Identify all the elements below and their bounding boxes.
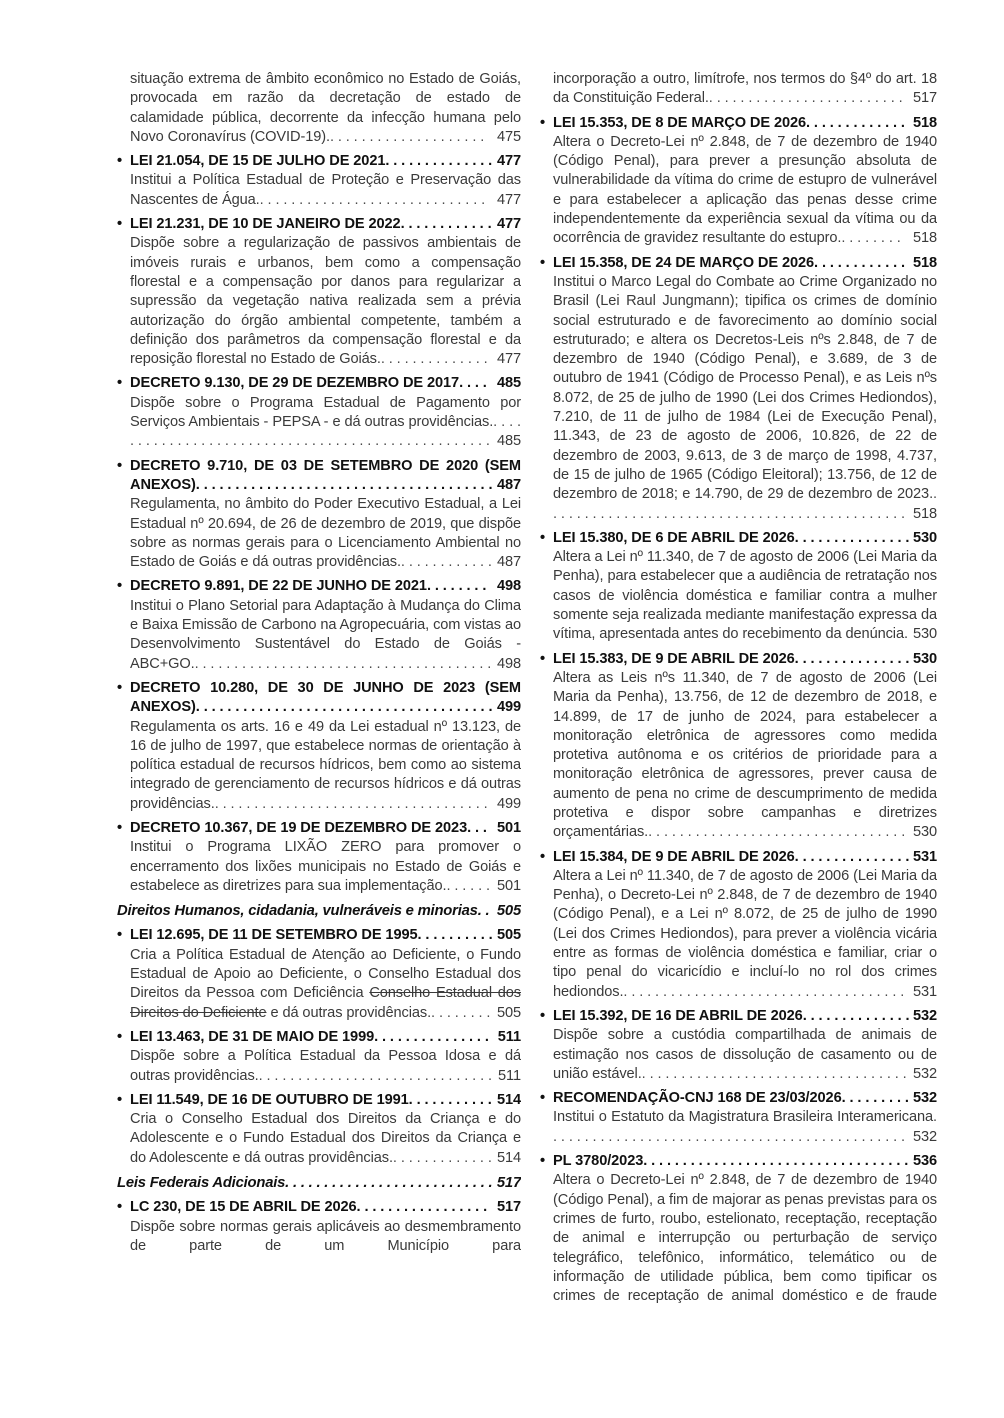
dot-leader: . . . . [459,375,487,392]
toc-entry-title [117,679,521,718]
page-number: 477 [492,350,521,369]
entry-title-text: LEI 15.380, DE 6 DE ABRIL DE 2026 [553,529,795,546]
toc-entry-description [117,234,521,369]
bullet-icon: • [117,1028,123,1045]
toc-entry-title [540,254,937,273]
dot-leader: . . . . . . . . . . . . . . . [794,848,910,865]
toc-continuation-text [117,70,521,147]
entry-title-text: LEI 21.054, DE 15 DE JULHO DE 2021 [130,153,386,170]
toc-column-left [117,70,521,1256]
dot-leader: . . . . . . . . . . . . [814,254,905,271]
dot-leader: . . . . . . . . . . . . . [806,114,905,131]
dot-leader: . . . . . . . . . . . . . . . . . . . . [329,128,485,145]
entry-text: Altera a Lei nº 11.340, de 7 de agosto de 2006 (Lei Maria da Penha), o Decreto-Lei nº 2.848, de 7 de dezembro de 1940 (Código Penal), e a Lei nº 8.072, de 25 de julho de 1990 (Lei dos Crimes Hediondos), para prever a violência vicária entre as formas de violência doméstica e familiar, criar o tipo penal do vicaricídio e incluí-lo no rol dos crimes hediondos. [553,867,937,1000]
dot-leader: . . . . . . . . . . [417,927,493,944]
entry-text: situação extrema de âmbito econômico no Estado de Goiás, provocada em razão da decretação de estado de calamidade pública, decorrente da infecção humana pelo Novo Coronavírus (COVID-19). [130,71,521,145]
entry-text: Dispõe sobre a custódia compartilhada de animais de estimação nos casos de dissolução de casamento ou de união estável. [553,1027,937,1082]
toc-entry-title [117,152,521,171]
toc-continuation-text [540,70,937,109]
entry-text: incorporação a outro, limítrofe, nos termos do §4º do art. 18 da Constituição Federal. [553,71,937,107]
dot-leader: . . . [467,819,487,836]
toc-entry-title [117,819,521,838]
page-number: 518 [908,505,937,524]
dot-leader: . . . . . . . . . . . . . . . . . . . . . . . . . . . . . [259,191,486,208]
dot-leader: . . . . . . . . [841,230,901,247]
dot-leader: . . . . . . . . . . . . . . . . . . . . . . . . . . . . . . . . . . . . . . [195,476,493,493]
bullet-icon: • [117,819,123,836]
page-number: 531 [910,848,937,867]
toc-entry-title [540,650,937,669]
page-number: 532 [908,1128,937,1147]
entry-text: Institui a Política Estadual de Proteção e Preservação das Nascentes de Água. [130,172,521,208]
toc-entry-title [540,529,937,548]
entry-title-text: DECRETO 9.891, DE 22 DE JUNHO DE 2021 [130,578,427,595]
entry-title-text: DECRETO 9.710, DE 03 DE SETEMBRO DE 2020 (SEM ANEXOS) [130,457,521,493]
toc-entry-description [117,838,521,896]
toc-section-heading [117,1174,521,1193]
dot-leader: . . . . . . . . . . . . . . . [794,650,910,667]
bullet-icon: • [540,1153,546,1170]
bullet-icon: • [540,529,546,546]
entry-title-text: LEI 13.463, DE 31 DE MAIO DE 1999 [130,1028,375,1045]
dot-leader: . . . . . . . . [426,578,487,595]
entry-title-text: PL 3780/2023 [553,1153,644,1170]
section-heading-text: Leis Federais Adicionais [117,1175,286,1192]
entry-text: Altera o Decreto-Lei nº 2.848, de 7 de dezembro de 1940 (Código Penal), a fim de majorar as penas previstas para os crimes de furto, roubo, estelionato, receptação, receptação de animal e interrupção ou perturbação de serviço telegráfico, telefônico, informático, telemático ou de informação de utilidade pública, bem como tipificar os crimes de receptação de animal doméstico e de fraude [553,1172,937,1305]
page-number: 530 [910,650,937,669]
bullet-icon: • [540,1090,546,1107]
toc-entry-description [117,394,521,452]
page-number: 517 [494,1174,521,1193]
dot-leader: . . . . . . . . . . . . . . . [374,1028,489,1045]
page-number: 477 [494,152,521,171]
bullet-icon: • [117,153,123,170]
entry-title-text: LEI 15.384, DE 9 DE ABRIL DE 2026 [553,848,795,865]
page-number: 531 [908,983,937,1002]
toc-entry-description [540,273,937,524]
entry-text: Institui o Plano Setorial para Adaptação à Mudança do Clima e Baixa Emissão de Carbono na Agropecuária, com vistas ao Desenvolvimento Sustentável do Estado de Goiás - ABC+GO. [130,597,521,672]
entry-text: Altera as Leis nºs 11.340, de 7 de agosto de 2006 (Lei Maria da Penha), 13.756, de 12 de dezembro de 2018, e 14.899, de 17 de junho de 2024, para estabelecer a monitoração eletrônica de agressores como medida protetiva autônoma e os critérios de prioridade para a monitoração eletrônica de agressores, prever causa de aumento de pena no crime de descumprimento de medida protetiva e dispor sobre campanhas e diretrizes orçamentárias. [553,669,937,841]
dot-leader: . . . . . . . . . . . . . . . . . . . . . . . . . . . . . . . . . . [641,1065,907,1082]
entry-title-text: RECOMENDAÇÃO-CNJ 168 DE 23/03/2026 [553,1090,842,1107]
toc-entry-description [540,1026,937,1084]
toc-entry-title [540,1089,937,1108]
toc-column-right [540,70,937,1306]
toc-entry-title [117,215,521,234]
bullet-icon: • [540,650,546,667]
page-number: 501 [494,819,521,838]
toc-entry-description [117,718,521,814]
dot-leader: . . . . . . . . . . . . . [392,1149,492,1166]
page-number: 487 [492,553,521,572]
page-number: 505 [494,902,521,921]
entry-title-text: LEI 11.549, DE 16 DE OUTUBRO DE 1991 [130,1091,409,1108]
toc-entry-title [117,374,521,393]
page-number: 530 [908,625,937,644]
toc-entry-description [540,867,937,1002]
bullet-icon: • [117,375,123,392]
toc-entry-description-continued [117,1218,521,1257]
toc-entry-title [540,848,937,867]
toc-entry-title [117,1091,521,1110]
entry-text: Cria a Política Estadual de Atenção ao Deficiente, o Fundo Estadual de Apoio ao Deficiente, o Conselho Estadual dos Direitos da Pessoa com Deficiência [130,946,521,1002]
dot-leader: . . . . . . . . . . . . . . . . . . . . . . . . . . . . . . . . . . . . . . [195,699,493,716]
toc-entry-title [117,457,521,496]
page-number: 487 [494,476,521,495]
page-number: 498 [492,655,521,674]
dot-leader: . . . . . . . . . . . . . . . . . . . . . . . . . . . . . . . . . . . . [623,983,905,1000]
entry-text: Cria o Conselho Estadual dos Direitos da Criança e do Adolescente e o Fundo Estadual dos Direitos da Criança e do Adolescente e dá outras providências. [130,1111,521,1166]
dot-leader: . . [477,903,490,920]
dot-leader: . . . . . . . . . . . . . . . . . . . . . . . . . . . . . . . . . . . . . . . . . . . . . . . . . . [130,414,521,450]
dot-leader: . . . . . . . . . . . . [400,554,492,571]
bullet-icon: • [117,1091,123,1108]
bullet-icon: • [117,578,123,595]
page-number: 485 [492,432,521,451]
page-number: 530 [908,823,937,842]
toc-entry-title [117,1028,521,1047]
page-number: 499 [494,698,521,717]
page-number: 485 [494,374,521,393]
page-number: 517 [908,89,937,108]
dot-leader: . . . . . . . . . . . . . . . . . [356,1199,488,1216]
toc-entry-description [117,1110,521,1168]
section-heading-text: Direitos Humanos, cidadania, vulneráveis e minorias [117,903,478,920]
entry-text: Altera a Lei nº 11.340, de 7 de agosto de 2006 (Lei Maria da Penha), para estabelecer que a audiência de retratação nos casos de violência doméstica e familiar contra a mulher somente seja realizada mediante manifestação expressa da vítima, apresentada antes do recebimento da denúncia. [553,549,937,643]
entry-text: e dá outras providências. [266,1004,432,1021]
toc-entry-title [540,1152,937,1171]
dot-leader: . . . . . . . . . . . . . . . . . . . . . . . . . . . . . . . . . . . . . . . . . . . . . . [553,1109,937,1145]
dot-leader: . . . . . . . . . . . . . . . . . . . . . . . . . . . . . . . . . [648,824,906,841]
page-number: 530 [910,529,937,548]
entry-title-text: DECRETO 10.280, DE 30 DE JUNHO DE 2023 (SEM ANEXOS) [130,679,521,716]
page-number: 511 [495,1028,521,1047]
page-number: 499 [492,795,521,814]
entry-text: Institui o Marco Legal do Combate ao Crime Organizado no Brasil (Lei Raul Jungmann); tipifica os crimes de domínio social estruturado e de favorecimento ao domínio social estruturado; e altera os Decretos-Leis nºs 2.848, de 7 de dezembro de 1940 (Código Penal), e 3.689, de 3 de outubro de 1941 (Código de Processo Penal), e as Leis nºs 8.072, de 25 de julho de 1990 (Lei dos Crimes Hediondos), 7.210, de 11 de julho de 1984 (Lei de Execução Penal), 11.343, de 23 de agosto de 2006, 10.826, de 22 de dezembro de 2003, 9.613, de 3 de março de 1998, 4.737, de 15 de julho de 1965 (Código Eleitoral); 13.756, de 12 de dezembro de 2018; e 14.790, de 29 de dezembro de 2023. [553,273,937,503]
dot-leader: . . . . . . . . . . . . . . [802,1007,910,1024]
bullet-icon: • [540,848,546,865]
dot-leader: . . . . . . . . . . . . . . . . . . . . . . . . . . . . . . . . . . . . . . [194,655,492,672]
dot-leader: . . . . . . . . . . . . . . . . . . . . . . . . . . . . . . . . . . . . . . . . . . . . . . [553,486,937,522]
toc-entry-description [540,133,937,249]
dot-leader: . . . . . . . . . . . . . . . [794,529,910,546]
bullet-icon: • [540,254,546,271]
entry-text: Altera o Decreto-Lei nº 2.848, de 7 de dezembro de 1940 (Código Penal), para prever a presunção absoluta de vulnerabilidade da vítima do crime de estupro de vulnerável e para estabelecer a aplicação das penas desse crime independentemente da experiência sexual da vítima ou da ocorrência de gravidez resultante do estupro. [553,133,937,247]
entry-text: Institui o Estatuto da Magistratura Brasileira Interamericana [553,1109,934,1126]
page-number: 518 [908,229,937,248]
strikethrough-text: Conselho Estadual dos Direitos do Deficiente [130,985,521,1021]
dot-leader: . . . . . . . . . . . . . . . . . . . . . . . . . . . . . . . . . . . [214,795,488,812]
entry-title-text: LC 230, DE 15 DE ABRIL DE 2026 [130,1199,357,1216]
page-number: 505 [494,926,521,945]
toc-entry-description [540,548,937,644]
toc-section-heading [117,902,521,921]
bullet-icon: • [117,457,123,474]
page-number: 532 [910,1089,937,1108]
entry-title-text: DECRETO 9.130, DE 29 DE DEZEMBRO DE 2017 [130,375,460,392]
dot-leader: . . . . . . [446,877,490,894]
bullet-icon: • [117,679,123,696]
toc-entry-description [540,1108,937,1147]
toc-entry-description [117,597,521,674]
entry-title-text: LEI 12.695, DE 11 DE SETEMBRO DE 1995 [130,927,418,944]
bullet-icon: • [540,114,546,131]
entry-title-text: LEI 15.392, DE 16 DE ABRIL DE 2026 [553,1007,803,1024]
page-number: 477 [492,191,521,210]
entry-text: Institui o Programa LIXÃO ZERO para promover o encerramento dos lixões municipais no Estado de Goiás e estabelece as diretrizes para sua implementação. [130,839,521,894]
bullet-icon: • [117,216,123,233]
page-number: 475 [492,128,521,147]
page-number: 501 [492,877,521,896]
dot-leader: . . . . . . . . . . . . . . . . . . . . . . . . . . . [285,1175,493,1192]
dot-leader: . . . . . . . . . . . . . . . . . . . . . . . . . . . . . . . . . . [643,1153,909,1170]
dot-leader: . . . . . . . . . . . . [400,216,492,233]
dot-leader: . . . . . . . . . . . . . . . . . . . . . . . . . [708,90,903,107]
bullet-icon: • [540,1007,546,1024]
toc-entry-description [117,171,521,210]
entry-text: Regulamenta, no âmbito do Poder Executivo Estadual, a Lei Estadual nº 20.694, de 26 de dezembro de 2019, que dispõe sobre as normas gerais para o Licenciamento Ambiental no Estado de Goiás e dá outras providências. [130,496,521,571]
page-number: 505 [492,1004,521,1023]
entry-text: Dispõe sobre normas gerais aplicáveis ao desmembramento de parte de um Município para [130,1218,521,1254]
entry-text: Dispõe sobre a regularização de passivos ambientais de imóveis rurais e urbanos, bem como a compensação florestal e a compensação por danos para regularizar a supressão da vegetação nativa realizada sem a prévia autorização do órgão ambiental competente, também a definição dos parâmetros da compensação florestal e da reposição florestal no Estado de Goiás. [130,235,521,368]
entry-text: Dispõe sobre a Política Estadual da Pessoa Idosa e dá outras providências. [130,1048,521,1084]
dot-leader: . . . . . . . . . . . . . . [380,351,488,368]
page-number: 511 [493,1067,521,1086]
page-number: 514 [494,1091,521,1110]
toc-entry-description [540,669,937,843]
toc-entry-title [540,114,937,133]
dot-leader: . . . . . . . . . . . [408,1091,492,1108]
toc-entry-title [117,1198,521,1217]
entry-text: Dispõe sobre o Programa Estadual de Pagamento por Serviços Ambientais - PEPSA - e dá outras providências. [130,394,521,431]
toc-entry-title [117,926,521,945]
entry-title-text: LEI 15.358, DE 24 DE MARÇO DE 2026 [553,254,815,271]
dot-leader: . . . . . . . . . [841,1090,909,1107]
page-number: 517 [494,1198,521,1217]
toc-entry-title [117,577,521,596]
entry-title-text: LEI 15.353, DE 8 DE MARÇO DE 2026 [553,114,807,131]
entry-text: Regulamenta os arts. 16 e 49 da Lei estadual nº 13.123, de 16 de julho de 1997, que estabelece normas de orientação à política estadual de recursos hídricos, bem como ao sistema integrado de gerenciamento de recursos hídricos e dá outras providências. [130,718,521,812]
entry-title-text: DECRETO 10.367, DE 19 DE DEZEMBRO DE 2023 [130,819,468,836]
page-number: 518 [910,114,937,133]
page-number: 514 [492,1149,521,1168]
page-number: 532 [908,1065,937,1084]
bullet-icon: • [117,927,123,944]
page-number: 536 [910,1152,937,1171]
dot-leader: . . . . . . . . [431,1004,491,1021]
dot-leader: . . . . . . . . . . . . . . . . . . . . . . . . . . . . . . [258,1067,492,1084]
entry-title-text: LEI 15.383, DE 9 DE ABRIL DE 2026 [553,650,795,667]
page-number: 477 [494,215,521,234]
toc-entry-description [117,946,521,1023]
dot-leader: . . . . . . . . . . . . . . [385,153,493,170]
toc-entry-description [117,1047,521,1086]
page-number: 532 [910,1007,937,1026]
toc-entry-description [117,495,521,572]
page-number: 498 [494,577,521,596]
toc-entry-title [540,1007,937,1026]
bullet-icon: • [117,1199,123,1216]
page-number: 518 [910,254,937,273]
entry-title-text: LEI 21.231, DE 10 DE JANEIRO DE 2022 [130,216,401,233]
toc-entry-description-continued [540,1171,937,1306]
